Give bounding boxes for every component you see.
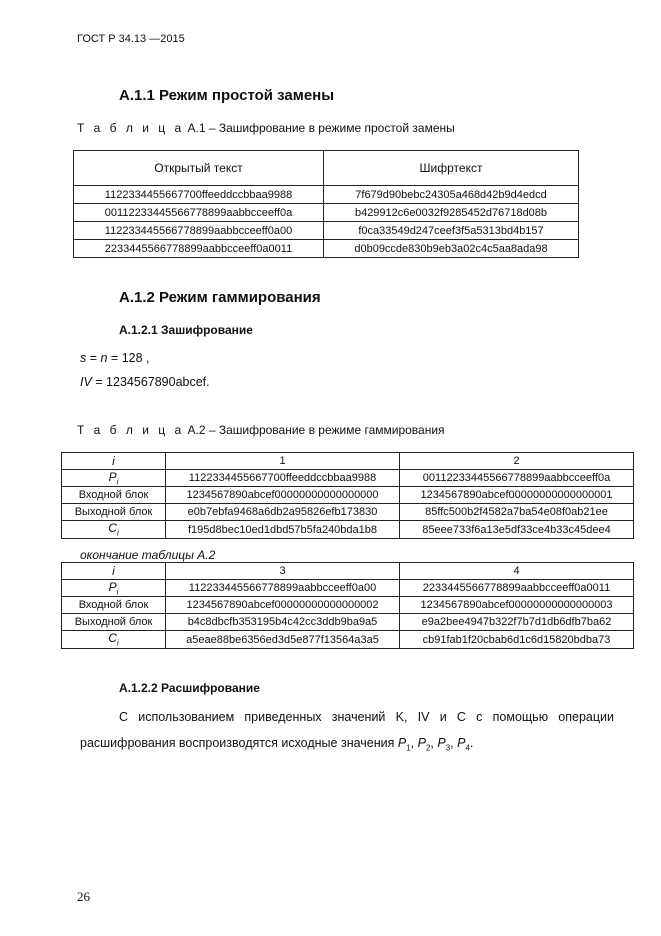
iv-value: = 1234567890abcef. <box>91 375 210 389</box>
table-header-row <box>74 151 579 186</box>
column-header-ciphertext: Шифртекст <box>324 151 579 186</box>
table-row <box>62 521 634 538</box>
table-cell: 1234567890abcef00000000000000002 <box>166 597 400 614</box>
table-cell: e0b7ebfa9468a6db2a95826efb173830 <box>166 504 400 521</box>
table-cell: f195d8bec10ed1dbd57b5fa240bda1b8 <box>166 521 400 538</box>
row-label-ci: $C_i$ <box>62 521 166 538</box>
row-label-pi: $P_i$ <box>62 470 166 487</box>
column-header-2: 2 <box>400 453 634 470</box>
plaintext-cell: 2233445566778899aabbcceeff0a0011 <box>74 240 324 258</box>
table-cell: e9a2bee4947b322f7b7d1db6dfb7ba62 <box>400 614 634 631</box>
param-value: = 128 , <box>107 351 150 365</box>
plaintext-cell: 112233445566778899aabbcceeff0a00 <box>74 222 324 240</box>
column-header-1: 1 <box>166 453 400 470</box>
var-n: n <box>100 351 108 365</box>
table-cell: cb91fab1f20cbab6d1c6d15820bdba73 <box>400 631 634 648</box>
row-label-input-block: Входной блок <box>62 487 166 504</box>
table-a2-part1 <box>61 452 634 539</box>
table-a2-part2 <box>61 562 634 649</box>
decrypt-paragraph-line2: расшифрования воспроизводятся исходные значения $P_1$, $P_2$, $P_3$, $P_4$. <box>80 736 474 753</box>
table-row <box>62 487 634 504</box>
row-label-output-block: Выходной блок <box>62 614 166 631</box>
equals-sign: = <box>86 351 101 365</box>
table-a1 <box>73 150 579 258</box>
table-caption-text: А.1 – Зашифрование в режиме простой замены <box>187 121 455 135</box>
table-row <box>74 222 579 240</box>
var-s: s <box>80 351 87 365</box>
ciphertext-cell: b429912c6e0032f9285452d76718d08b <box>324 204 579 222</box>
subsection-title-a121: А.1.2.1 Зашифрование <box>119 323 253 337</box>
section-title-a12: А.1.2 Режим гаммирования <box>119 289 321 306</box>
index-header: i <box>62 563 166 580</box>
table-row <box>74 204 579 222</box>
ciphertext-cell: 7f679d90bebc24305a468d42b9d4edcd <box>324 186 579 204</box>
table-caption-text: А.2 – Зашифрование в режиме гаммирования <box>187 423 445 437</box>
standard-header: ГОСТ Р 34.13 —2015 <box>77 33 185 45</box>
table-cell: b4c8dbcfb353195b4c42cc3ddb9ba9a5 <box>166 614 400 631</box>
table-header-row <box>62 563 634 580</box>
table-row <box>62 597 634 614</box>
table-cell: 1234567890abcef00000000000000000 <box>166 487 400 504</box>
table-row <box>62 504 634 521</box>
index-header: i <box>62 453 166 470</box>
plaintext-cell: 1122334455667700ffeeddccbbaa9988 <box>74 186 324 204</box>
table-cell: 112233445566778899aabbcceeff0a00 <box>166 580 400 597</box>
section-title-a11: А.1.1 Режим простой замены <box>119 87 335 104</box>
table-row <box>62 470 634 487</box>
table-cell: 85ffc500b2f4582a7ba54e08f0ab21ee <box>400 504 634 521</box>
row-label-input-block: Входной блок <box>62 597 166 614</box>
table-cell: a5eae88be6356ed3d5e877f13564a3a5 <box>166 631 400 648</box>
table-cell: 00112233445566778899aabbcceeff0a <box>400 470 634 487</box>
table-cell: 2233445566778899aabbcceeff0a0011 <box>400 580 634 597</box>
table-row <box>62 580 634 597</box>
table-row <box>74 186 579 204</box>
ciphertext-cell: d0b09ccde830b9eb3a02c4c5aa8ada98 <box>324 240 579 258</box>
table-cell: 1234567890abcef00000000000000001 <box>400 487 634 504</box>
var-iv: IV <box>80 375 92 389</box>
row-label-ci: $C_i$ <box>62 631 166 648</box>
subsection-title-a122: А.1.2.2 Расшифрование <box>119 681 260 695</box>
plaintext-cell: 00112233445566778899aabbcceeff0a <box>74 204 324 222</box>
table-row <box>62 631 634 648</box>
table-a2-caption <box>77 423 445 437</box>
table-row <box>62 614 634 631</box>
table-header-row <box>62 453 634 470</box>
table-row <box>74 240 579 258</box>
column-header-3: 3 <box>166 563 400 580</box>
column-header-plaintext: Открытый текст <box>74 151 324 186</box>
table-label: Т а б л и ц а <box>77 121 185 135</box>
decrypt-paragraph-line1: С использованием приведенных значений K, IV и C с помощью операции <box>119 710 614 724</box>
row-label-pi: $P_i$ <box>62 580 166 597</box>
row-label-output-block: Выходной блок <box>62 504 166 521</box>
page-number: 26 <box>77 889 90 904</box>
table-cell: 1234567890abcef00000000000000003 <box>400 597 634 614</box>
table-cell: 1122334455667700ffeeddccbbaa9988 <box>166 470 400 487</box>
table-a1-caption <box>77 121 455 135</box>
param-s-n <box>80 351 150 365</box>
table-label: Т а б л и ц а <box>77 423 185 437</box>
table-cell: 85eee733f6a13e5df33ce4b33c45dee4 <box>400 521 634 538</box>
column-header-4: 4 <box>400 563 634 580</box>
table-continuation-note: окончание таблицы А.2 <box>80 548 216 562</box>
ciphertext-cell: f0ca33549d247ceef3f5a5313bd4b157 <box>324 222 579 240</box>
param-iv <box>80 375 210 389</box>
